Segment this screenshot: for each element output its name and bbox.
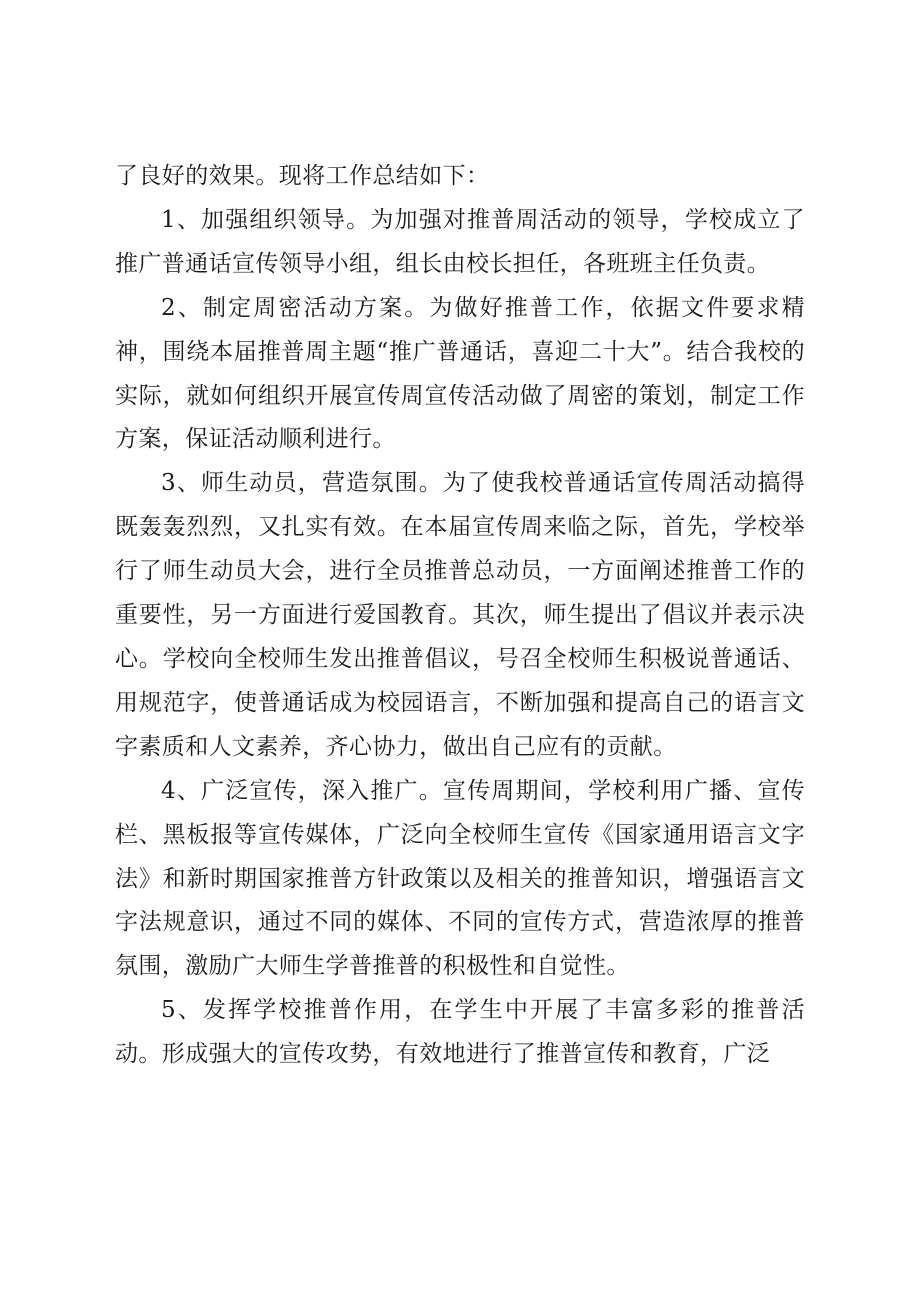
paragraph-item-4: 4、广泛宣传，深入推广。宣传周期间，学校利用广播、宣传栏、黑板报等宣传媒体，广泛向全校师生宣传《国家通用语言文字法》和新时期国家推普方针政策以及相关的推普知识，增强语言文字法规意识，通过不同的媒体、不同的宣传方式，营造浓厚的推普氛围，激励广大师生学普推普的积极性和自觉性。 xyxy=(115,777,805,980)
paragraph-item-1: 1、加强组织领导。为加强对推普周活动的领导，学校成立了推广普通话宣传领导小组，组长由校长担任，各班班主任负责。 xyxy=(115,206,805,277)
paragraph-item-5: 5、发挥学校推普作用，在学生中开展了丰富多彩的推普活动。形成强大的宣传攻势，有效地进行了推普宣传和教育，广泛 xyxy=(115,997,805,1068)
document-body xyxy=(115,155,805,1077)
paragraph-item-3: 3、师生动员，营造氛围。为了使我校普通话宣传周活动搞得既轰轰烈烈，又扎实有效。在本届宣传周来临之际，首先，学校举行了师生动员大会，进行全员推普总动员，一方面阐述推普工作的重要性，另一方面进行爱国教育。其次，师生提出了倡议并表示决心。学校向全校师生发出推普倡议，号召全校师生积极说普通话、用规范字，使普通话成为校园语言，不断加强和提高自己的语言文字素质和人文素养，齐心协力，做出自己应有的贡献。 xyxy=(115,470,805,760)
paragraph-continuation: 了良好的效果。现将工作总结如下： xyxy=(115,163,490,189)
paragraph-item-2: 2、制定周密活动方案。为做好推普工作，依据文件要求精神，围绕本届推普周主题“推广普通话，喜迎二十大”。结合我校的实际，就如何组织开展宣传周宣传活动做了周密的策划，制定工作方案，保证活动顺利进行。 xyxy=(115,294,805,453)
